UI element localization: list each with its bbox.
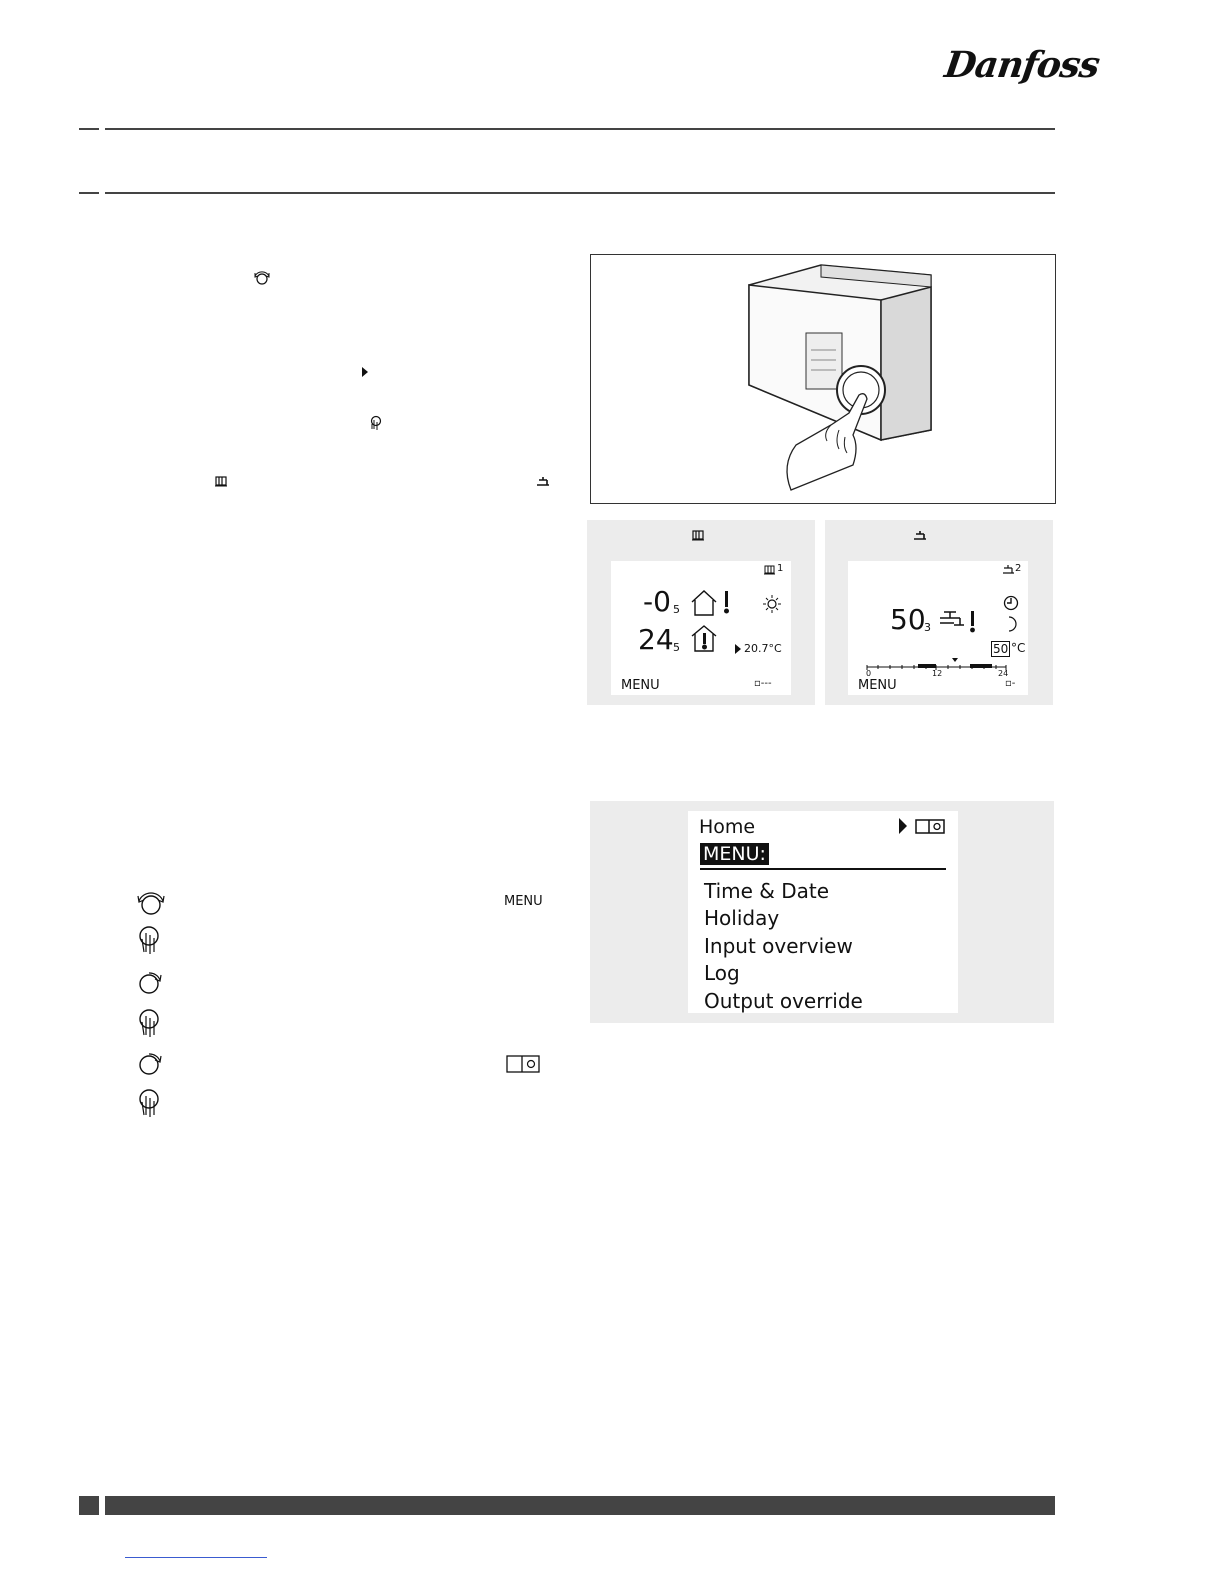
lcd-status: ▫- — [1005, 678, 1016, 689]
radiator-icon — [215, 476, 227, 487]
tap-icon — [1003, 565, 1015, 575]
menu-divider — [700, 868, 946, 870]
dhw-setpoint: 50 — [993, 642, 1009, 656]
header-rule-short — [79, 128, 99, 130]
scale-0: 0 — [866, 669, 872, 678]
turn-right-icon — [135, 1050, 165, 1078]
menu-screen-panel — [590, 801, 1054, 1023]
heating-circuit-number: 1 — [777, 563, 784, 574]
turn-dial-icon — [252, 269, 272, 287]
footer-link-underline[interactable] — [125, 1557, 267, 1558]
menu-title: MENU: — [700, 843, 769, 865]
controller-illustration — [590, 254, 1056, 504]
clock-icon — [1003, 595, 1019, 611]
dhw-lcd — [848, 561, 1028, 695]
arrow-right-icon — [360, 366, 370, 378]
moon-icon — [1006, 616, 1018, 632]
turn-right-icon — [135, 969, 165, 997]
lcd-status: ▫--- — [754, 678, 772, 689]
dhw-temp-decimal: 3 — [924, 621, 931, 634]
header-rule-bottom — [105, 192, 1055, 194]
header-rule-short-2 — [79, 192, 99, 194]
menu-item-log[interactable]: Log — [704, 961, 740, 985]
push-dial-icon — [135, 924, 165, 958]
danfoss-logo: Danfoss — [942, 44, 1102, 86]
room-temp: 24 — [638, 623, 674, 656]
arrow-right-icon — [734, 643, 742, 655]
heating-screen-panel — [587, 520, 815, 705]
dhw-setpoint-unit: °C — [1011, 641, 1026, 655]
menu-lcd — [688, 811, 958, 1013]
overview-toggle-icon[interactable] — [898, 817, 950, 837]
outdoor-temp-decimal: 5 — [673, 603, 680, 616]
footer-page-box — [79, 1496, 99, 1515]
lcd-menu-label: MENU — [858, 678, 897, 693]
scale-12: 12 — [932, 669, 943, 678]
push-dial-icon — [135, 1007, 165, 1041]
dhw-temp: 50 — [890, 603, 926, 636]
turn-dial-icon — [135, 889, 169, 917]
radiator-icon — [764, 565, 776, 576]
breadcrumb-home[interactable]: Home — [699, 816, 756, 838]
header-rule-top — [105, 128, 1055, 130]
scale-24: 24 — [998, 669, 1009, 678]
tap-temp-icon — [938, 609, 982, 635]
radiator-icon — [692, 530, 706, 542]
controller-drawing — [591, 255, 1055, 503]
overview-toggle-icon — [506, 1055, 540, 1073]
desired-temp: 20.7°C — [744, 642, 782, 655]
heating-lcd — [611, 561, 791, 695]
menu-item-time-date[interactable]: Time & Date — [704, 879, 830, 903]
menu-label: MENU — [504, 894, 543, 909]
house-room-icon — [689, 623, 721, 655]
lcd-menu-label: MENU — [621, 678, 660, 693]
menu-item-input-overview[interactable]: Input overview — [704, 934, 853, 958]
dhw-screen-panel — [825, 520, 1053, 705]
tap-icon — [914, 530, 928, 541]
outdoor-temp: -0 — [643, 585, 671, 618]
footer-bar — [105, 1496, 1055, 1515]
sun-icon — [763, 595, 781, 613]
menu-item-output-override[interactable]: Output override — [704, 989, 863, 1013]
tap-icon — [537, 476, 551, 487]
push-dial-icon — [369, 415, 383, 433]
house-icon — [689, 587, 735, 617]
push-dial-icon — [135, 1087, 165, 1121]
room-temp-decimal: 5 — [673, 641, 680, 654]
dhw-circuit-number: 2 — [1015, 563, 1022, 574]
menu-item-holiday[interactable]: Holiday — [704, 906, 780, 930]
